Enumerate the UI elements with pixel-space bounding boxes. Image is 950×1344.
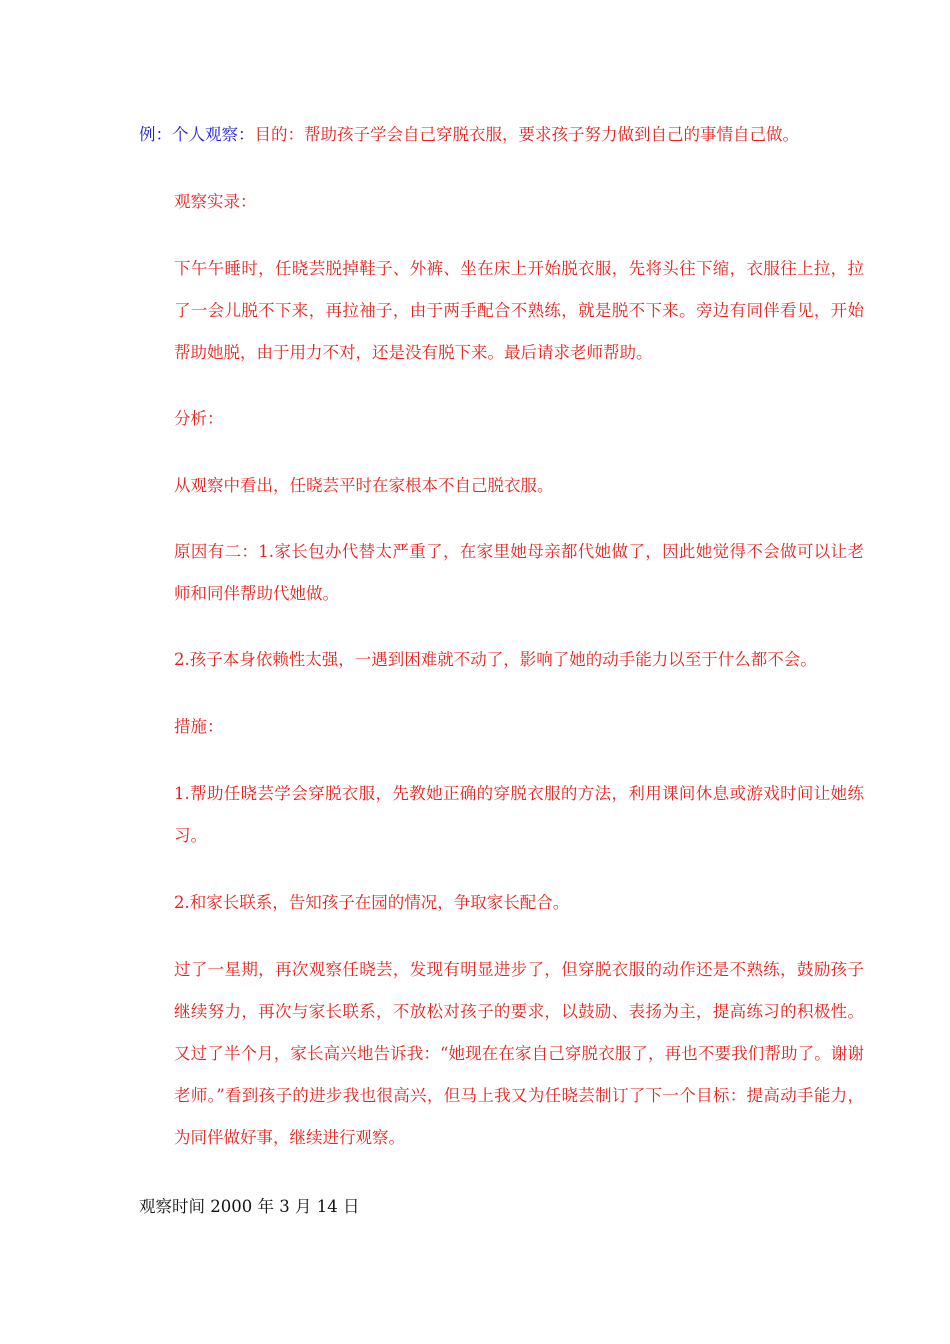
reason-item-1: 原因有二：1.家长包办代替太严重了，在家里她母亲都代她做了，因此她觉得不会做可以让老师和同伴帮助代她做。 [174, 542, 864, 603]
measure-item-2: 2.和家长联系，告知孩子在园的情况，争取家长配合。 [174, 893, 570, 912]
intro-paragraph [139, 114, 829, 156]
followup-paragraph: 过了一星期，再次观察任晓芸，发现有明显进步了，但穿脱衣服的动作还是不熟练，鼓励孩子继续努力，再次与家长联系，不放松对孩子的要求，以鼓励、表扬为主，提高练习的积极性。又过了半个月，家长高兴地告诉我：“她现在在家自己穿脱衣服了，再也不要我们帮助了。谢谢老师。”看到孩子的进步我也很高兴，但马上我又为任晓芸制订了下一个目标：提高动手能力，为同伴做好事，继续进行观察。 [174, 960, 864, 1147]
observation-date: 观察时间 2000 年 3 月 14 日 [139, 1197, 360, 1216]
intro-goal: 目的：帮助孩子学会自己穿脱衣服，要求孩子努力做到自己的事情自己做。 [254, 125, 799, 144]
analysis-paragraph: 从观察中看出，任晓芸平时在家根本不自己脱衣服。 [174, 476, 554, 495]
record-heading: 观察实录： [174, 192, 257, 211]
reason-item-2: 2.孩子本身依赖性太强，一遇到困难就不动了，影响了她的动手能力以至于什么都不会。 [174, 650, 817, 669]
intro-label: 例：个人观察： [139, 125, 255, 144]
analysis-heading: 分析： [174, 409, 224, 428]
measure-item-1: 1.帮助任晓芸学会穿脱衣服，先教她正确的穿脱衣服的方法，利用课间休息或游戏时间让她练习。 [174, 784, 864, 845]
measures-heading: 措施： [174, 717, 224, 736]
record-paragraph: 下午午睡时，任晓芸脱掉鞋子、外裤、坐在床上开始脱衣服，先将头往下缩，衣服往上拉，拉了一会儿脱不下来，再拉袖子，由于两手配合不熟练，就是脱不下来。旁边有同伴看见，开始帮助她脱，由于用力不对，还是没有脱下来。最后请求老师帮助。 [174, 259, 864, 362]
